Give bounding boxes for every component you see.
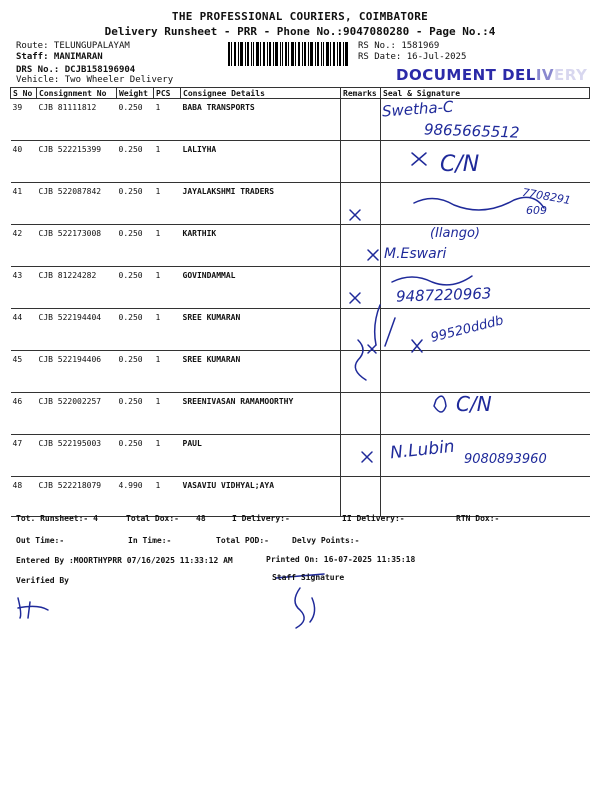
sno-cell: 46 [11,393,37,435]
consignee-cell: VASAVIU VIDHYAL;AYA [181,477,341,517]
staff-label: Staff: MANIMARAN [16,52,103,62]
sno-cell: 48 [11,477,37,517]
printed-on: Printed On: 16-07-2025 11:35:18 [266,555,416,564]
sno-cell: 47 [11,435,37,477]
handwritten-cn-mark: C/N [440,152,480,177]
total-dox-value: 48 [196,514,206,523]
handwritten-phone: 9865665512 [423,120,520,142]
consignee-cell: SREE KUMARAN [181,309,341,351]
consignee-cell: LALIYHA [181,141,341,183]
consignment-cell: CJB 81224282 [37,267,117,309]
consignee-cell: SREE KUMARAN [181,351,341,393]
col-weight: Weight [117,88,154,99]
weight-cell: 0.250 [117,435,154,477]
sno-cell: 45 [11,351,37,393]
remarks-cell [341,141,381,183]
table-row [11,267,590,309]
table-row [11,351,590,393]
consignee-cell: KARTHIK [181,225,341,267]
signature-cell [381,477,590,517]
col-signature: Seal & Signature [381,88,590,99]
verifier-signature [18,598,48,618]
total-dox-label: Total Dox:- [126,514,179,523]
weight-cell: 0.250 [117,351,154,393]
pcs-cell: 1 [154,183,181,225]
remarks-cell [341,477,381,517]
entered-by: Entered By :MOORTHYPRR 07/16/2025 11:33:12 AM [16,556,233,565]
handwritten-phone: 609 [526,204,547,217]
consignment-cell: CJB 522215399 [37,141,117,183]
weight-cell: 0.250 [117,141,154,183]
col-consignment: Consignment No [37,88,117,99]
weight-cell: 0.250 [117,183,154,225]
consignment-cell: CJB 522218079 [37,477,117,517]
total-pod-label: Total POD:- [216,536,269,545]
company-title: THE PROFESSIONAL COURIERS, COIMBATORE [171,10,429,23]
rs-number: RS No.: 1581969 [358,41,440,51]
sno-cell: 42 [11,225,37,267]
signature-cell [381,141,590,183]
in-time-label: In Time:- [128,536,172,545]
handwritten-phone: 99520dddb [429,313,506,346]
pcs-cell: 1 [154,267,181,309]
consignment-cell: CJB 81111812 [37,99,117,141]
i-delivery-label: I Delivery:- [232,514,290,523]
table-row [11,477,590,517]
table-row [11,141,590,183]
consignee-cell: BABA TRANSPORTS [181,99,341,141]
handwritten-name: M.Eswari [384,246,447,262]
consignee-cell: GOVINDAMMAL [181,267,341,309]
remarks-cell [341,393,381,435]
drs-label: DRS No.: DCJB158196904 [16,65,136,75]
pcs-cell: 1 [154,435,181,477]
sno-cell: 41 [11,183,37,225]
table-header-row [11,88,590,99]
sno-cell: 40 [11,141,37,183]
barcode-icon [228,42,348,66]
consignee-cell: SREENIVASAN RAMAMOORTHY [181,393,341,435]
remarks-cell [341,267,381,309]
handwritten-phone: 9487220963 [395,284,492,306]
runsheet-subtitle: Delivery Runsheet - PRR - Phone No.:9047080280 - Page No.:4 [104,25,496,38]
weight-cell: 4.990 [117,477,154,517]
sno-cell: 43 [11,267,37,309]
handwritten-phone: 9080893960 [464,452,547,467]
staff-signature-label: Staff Signature [272,573,345,582]
staff-signature-scribble [276,574,324,628]
rtn-dox-label: RTN Dox:- [456,514,500,523]
document-delivery-stamp: DOCUMENT DELIVERY [396,66,588,84]
table-row [11,183,590,225]
consignment-cell: CJB 522194406 [37,351,117,393]
table-row [11,225,590,267]
weight-cell: 0.250 [117,225,154,267]
ii-delivery-label: II Delivery:- [342,514,405,523]
weight-cell: 0.250 [117,309,154,351]
rs-date: RS Date: 16-Jul-2025 [358,52,467,62]
table-row [11,309,590,351]
weight-cell: 0.250 [117,393,154,435]
pcs-cell: 1 [154,309,181,351]
remarks-cell [341,309,381,351]
handwritten-name: N.Lubin [389,436,456,464]
vehicle-label: Vehicle: Two Wheeler Delivery [16,75,174,85]
handwritten-cn-mark: C/N [456,392,492,416]
verified-by-label: Verified By [16,576,69,585]
delvy-points-label: Delvy Points:- [292,536,360,545]
weight-cell: 0.250 [117,99,154,141]
consignment-cell: CJB 522195003 [37,435,117,477]
consignment-cell: CJB 522194404 [37,309,117,351]
remarks-cell [341,225,381,267]
consignee-cell: PAUL [181,435,341,477]
col-remarks: Remarks [341,88,381,99]
remarks-cell [341,99,381,141]
handwritten-note: (Ilango) [430,226,481,241]
consignment-cell: CJB 522173008 [37,225,117,267]
consignment-cell: CJB 522087842 [37,183,117,225]
pcs-cell: 1 [154,141,181,183]
pcs-cell: 1 [154,393,181,435]
signature-cell [381,351,590,393]
sno-cell: 44 [11,309,37,351]
remarks-cell [341,183,381,225]
col-sno: S No [11,88,37,99]
col-pcs: PCS [154,88,181,99]
handwritten-name: Swetha-C [381,97,455,121]
remarks-cell [341,351,381,393]
total-runsheet: Tot. Runsheet:- 4 [16,514,98,523]
consignee-cell: JAYALAKSHMI TRADERS [181,183,341,225]
col-consignee: Consignee Details [181,88,341,99]
route-label: Route: TELUNGUPALAYAM [16,41,130,51]
pcs-cell: 1 [154,99,181,141]
sno-cell: 39 [11,99,37,141]
pcs-cell: 1 [154,477,181,517]
remarks-cell [341,435,381,477]
pcs-cell: 1 [154,351,181,393]
pcs-cell: 1 [154,225,181,267]
table-row [11,393,590,435]
weight-cell: 0.250 [117,267,154,309]
handwritten-phone: 7708291 [521,185,572,208]
consignment-cell: CJB 522002257 [37,393,117,435]
out-time-label: Out Time:- [16,536,65,545]
